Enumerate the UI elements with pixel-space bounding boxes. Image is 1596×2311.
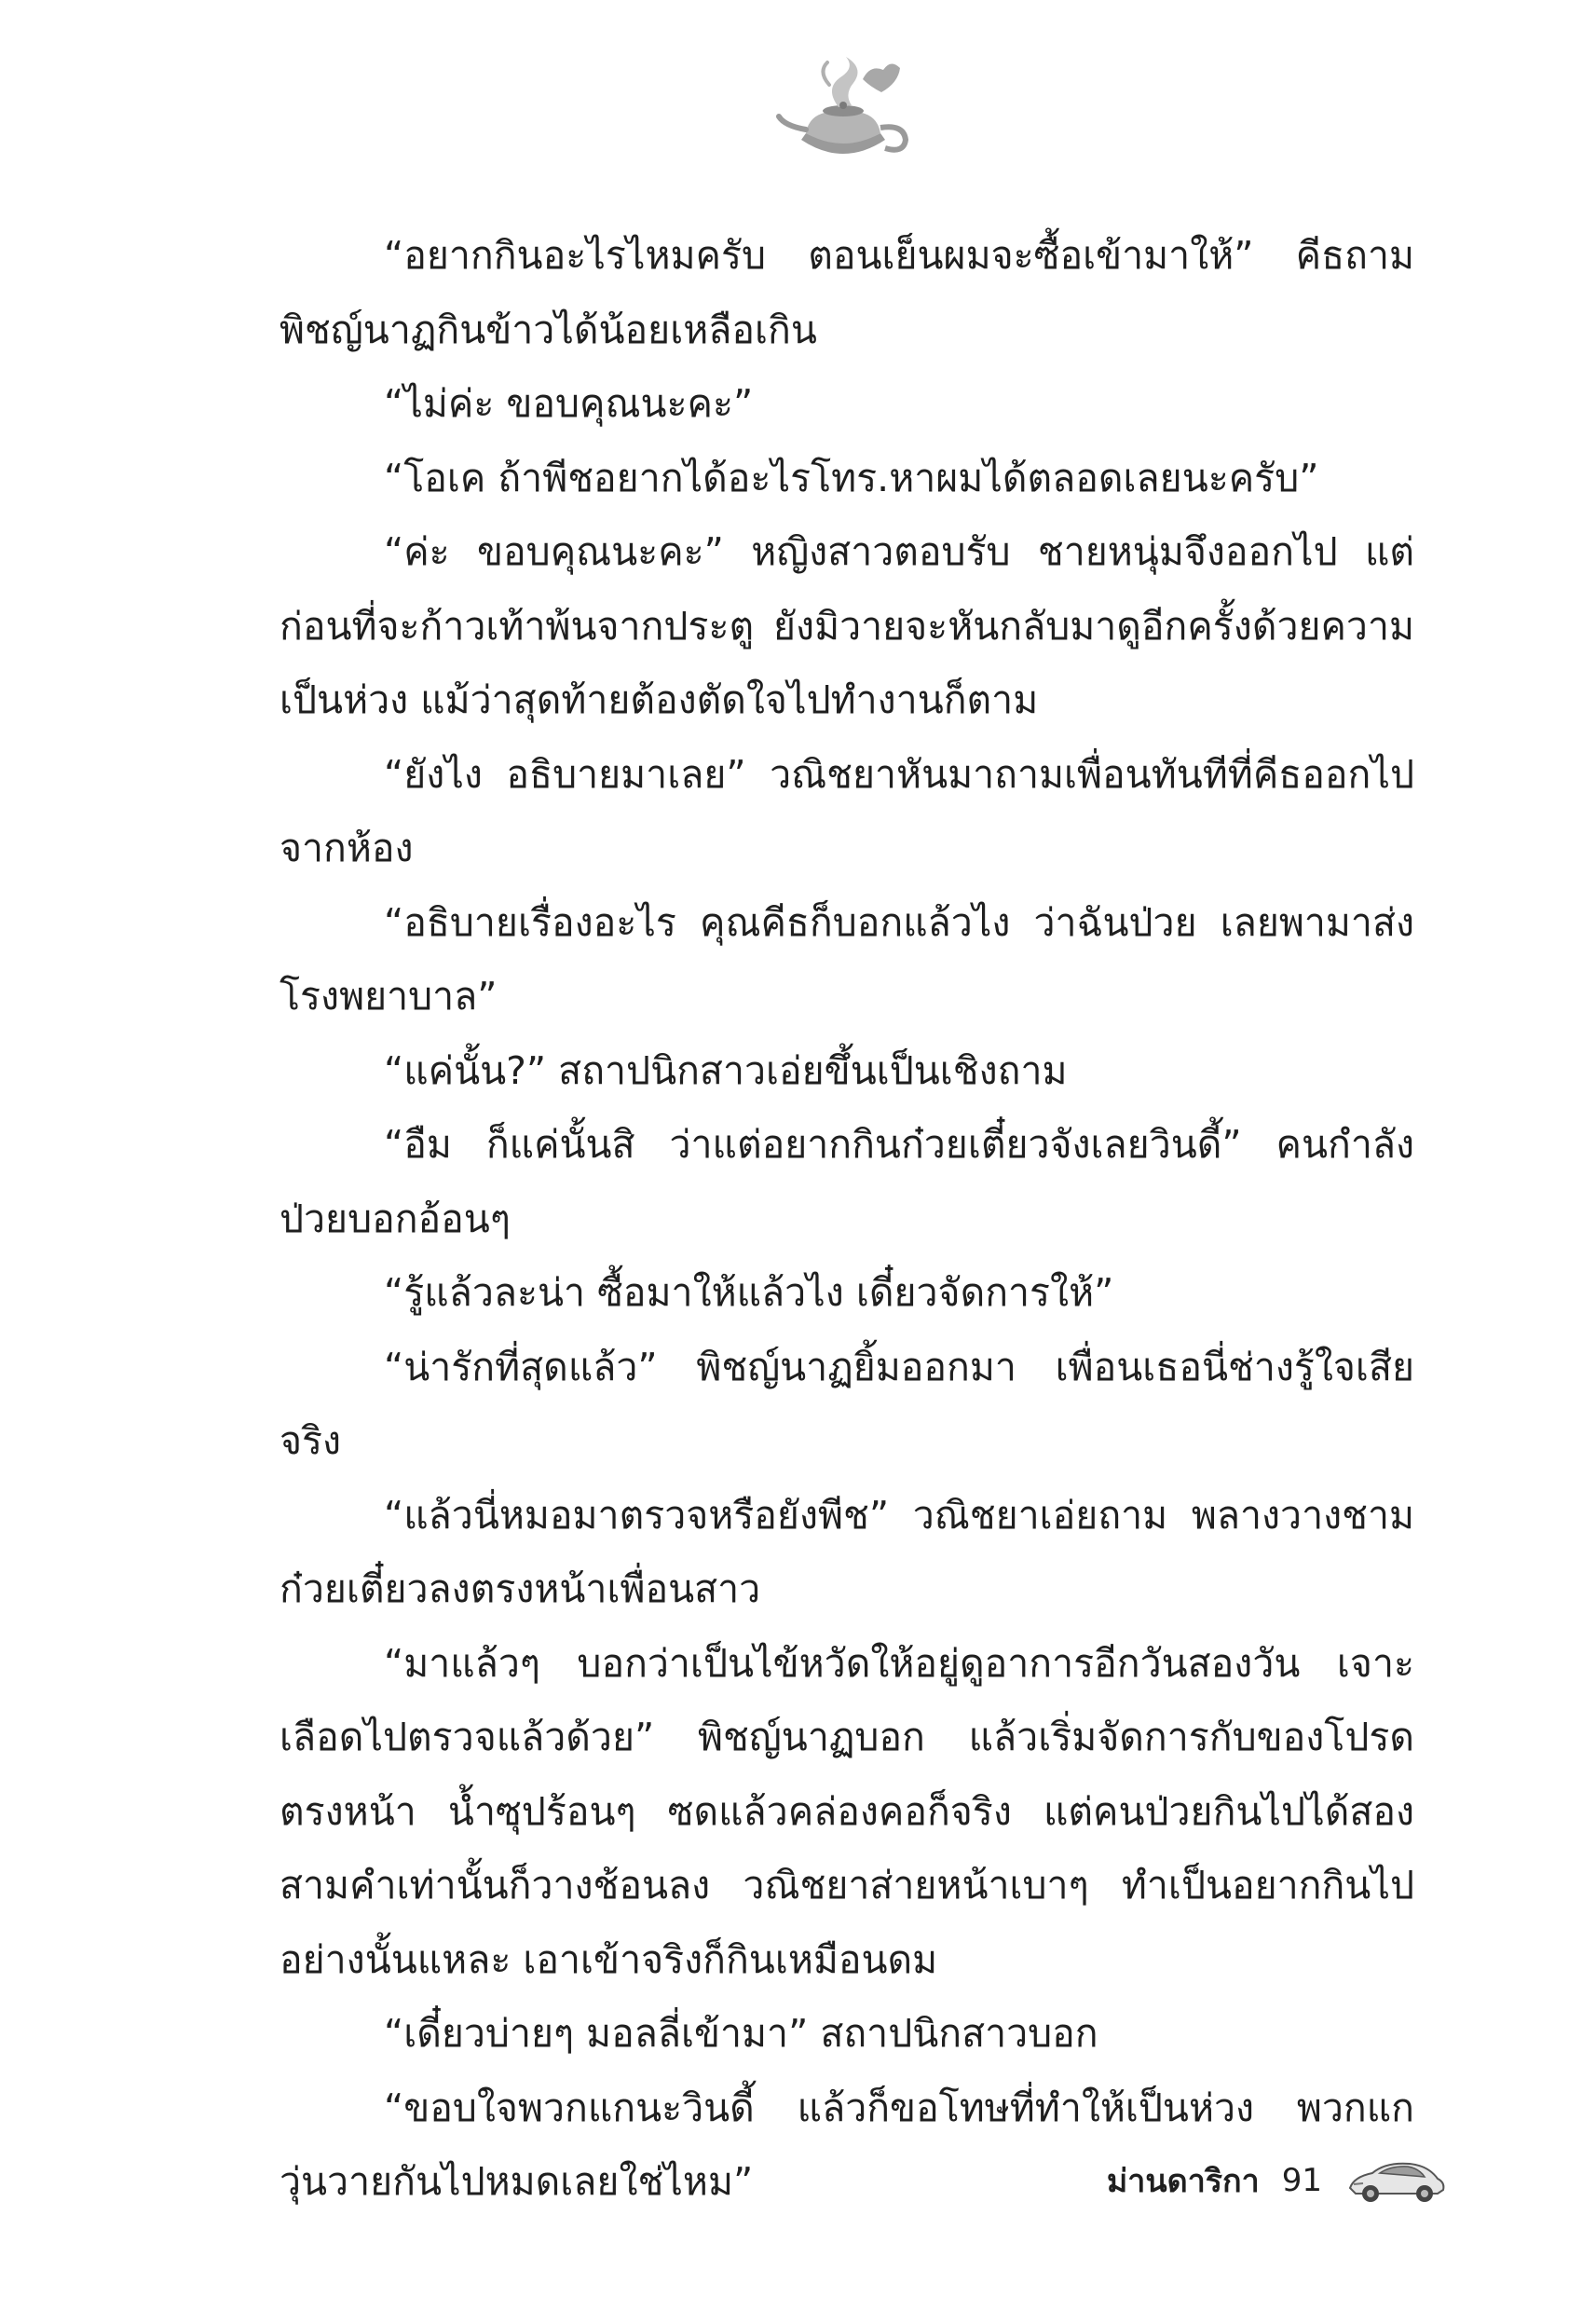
book-title: ม่านดาริกา [1106,2163,1260,2200]
paragraph: “ไม่ค่ะ ขอบคุณนะคะ” [384,381,754,426]
paragraph: “รู้แล้วละน่า ซื้อมาให้แล้วไง เดี๋ยวจัดการให้” [384,1270,1114,1315]
paragraph: “อืม ก็แค่นั้นสิ ว่าแต่อยากกินก๋วยเตี๋ยวจังเลยวินดี้” คนกำลังป่วยบอกอ้อนๆ [280,1122,1414,1241]
paragraph: “ยังไง อธิบายมาเลย” วณิชยาหันมาถามเพื่อนทันทีที่คีธออกไปจากห้อง [280,751,1414,870]
paragraph: “โอเค ถ้าพีชอยากได้อะไรโทร.หาผมได้ตลอดเลยนะครับ” [384,455,1319,500]
paragraph: “มาแล้วๆ บอกว่าเป็นไข้หวัดให้อยู่ดูอาการอีกวันสองวัน เจาะเลือดไปตรวจแล้วด้วย” พิชญ์นาฏบอก แล้วเริ่มจัดการกับของโปรดตรงหน้า น้ำซุปร้อนๆ ซดแล้วคล่องคอก็จริง แต่คนป่วยกินไปได้สองสามคำเท่านั้นก็วางช้อนลง วณิชยาส่ายหน้าเบาๆ ทำเป็นอยากกินไปอย่างนั้นแหละ เอาเข้าจริงก็กินเหมือนดม [280,1640,1414,1982]
sports-car-icon [1344,2153,1447,2208]
paragraph: “ขอบใจพวกแกนะวินดี้ แล้วก็ขอโทษที่ทำให้เป็นห่วง พวกแกวุ่นวายกันไปหมดเลยใช่ไหม” [280,2085,1414,2204]
paragraph: “น่ารักที่สุดแล้ว” พิชญ์นาฏยิ้มออกมา เพื่อนเธอนี่ช่างรู้ใจเสียจริง [280,1344,1414,1463]
paragraph: “เดี๋ยวบ่ายๆ มอลลี่เข้ามา” สถาปนิกสาวบอก [384,2011,1098,2056]
paragraph: “แล้วนี่หมอมาตรวจหรือยังพีช” วณิชยาเอ่ยถาม พลางวางชามก๋วยเตี๋ยวลงตรงหน้าเพื่อนสาว [280,1492,1414,1611]
paragraph: “อยากกินอะไรไหมครับ ตอนเย็นผมจะซื้อเข้ามาให้” คีธถามพิชญ์นาฏกินข้าวได้น้อยเหลือเกิน [280,233,1414,352]
page-footer [1107,2153,1447,2208]
paragraph: “ค่ะ ขอบคุณนะคะ” หญิงสาวตอบรับ ชายหนุ่มจึงออกไป แต่ก่อนที่จะก้าวเท้าพ้นจากประตู ยังมิวายจะหันกลับมาดูอีกครั้งด้วยความเป็นห่วง แม้ว่าสุดท้ายต้องตัดใจไปทำงานก็ตาม [280,529,1414,722]
paragraph: “อธิบายเรื่องอะไร คุณคีธก็บอกแล้วไง ว่าฉันป่วย เลยพามาส่งโรงพยาบาล” [280,899,1414,1019]
genie-lamp-icon [773,51,913,168]
body-text [280,219,1414,2220]
page-number: 91 [1281,2162,1322,2199]
paragraph: “แค่นั้น?” สถาปนิกสาวเอ่ยขึ้นเป็นเชิงถาม [384,1047,1068,1093]
